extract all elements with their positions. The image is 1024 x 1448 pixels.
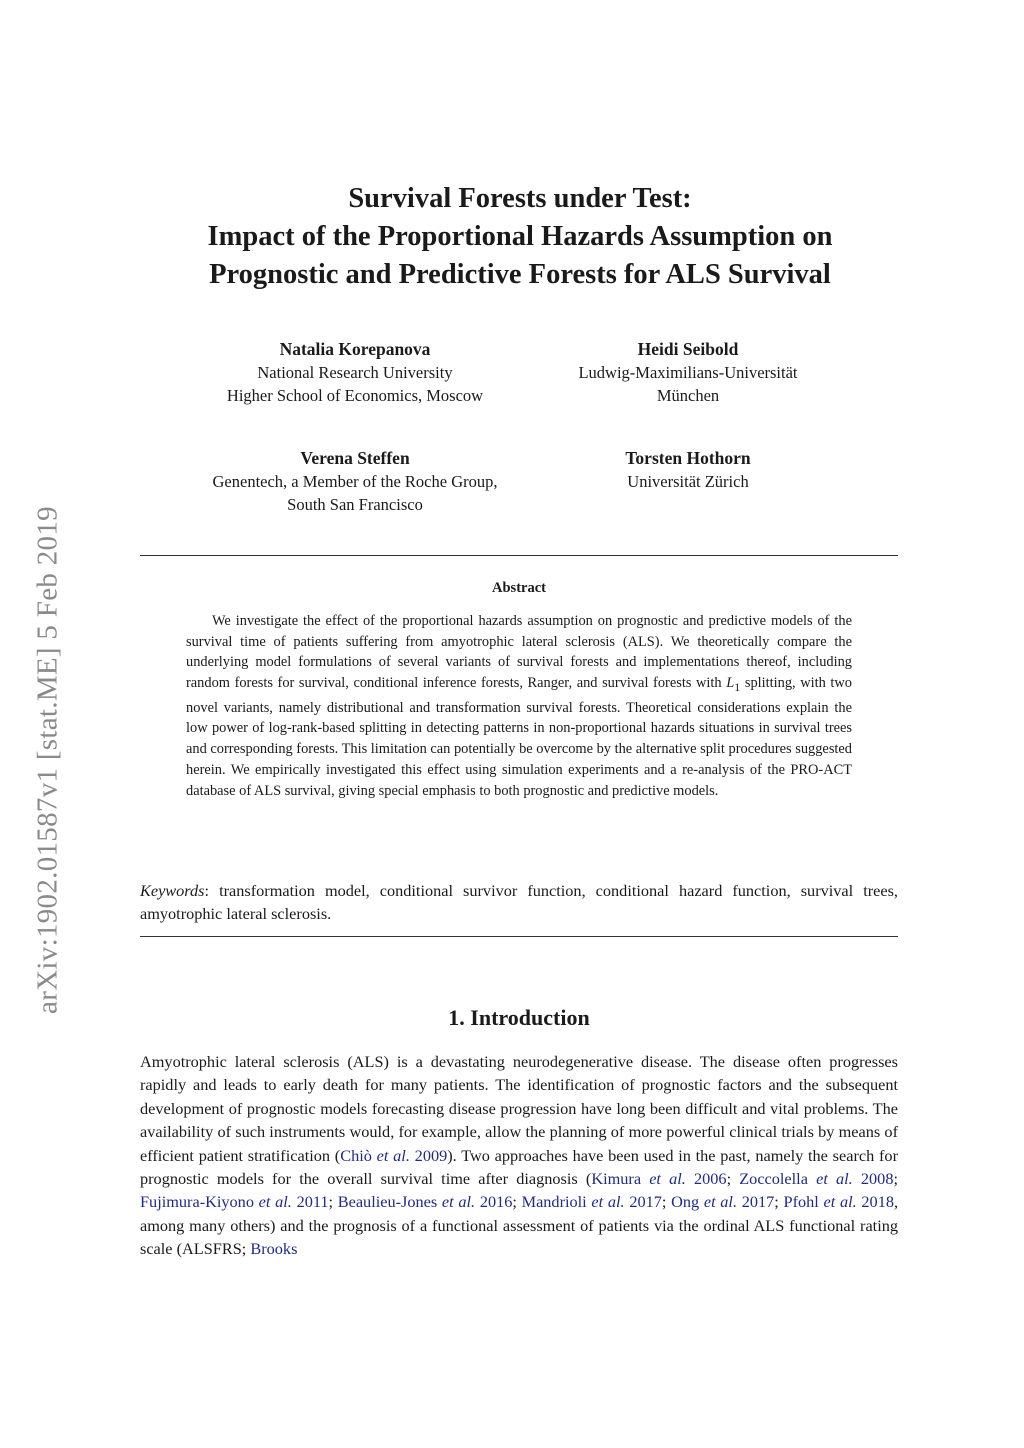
- keywords-paragraph: [140, 879, 898, 926]
- citation-link-ong[interactable]: Ong et al. 2017: [671, 1192, 775, 1212]
- l1-subscript: 1: [734, 679, 741, 694]
- author-name: Torsten Hothorn: [625, 448, 751, 468]
- citation-link-fujimura-kiyono[interactable]: Fujimura-Kiyono et al. 2011: [140, 1192, 329, 1212]
- citation-link-kimura[interactable]: Kimura et al. 2006: [591, 1169, 727, 1189]
- author-affiliation: München: [656, 386, 720, 405]
- abstract-text: [186, 611, 852, 801]
- citation-separator: ;: [661, 1192, 672, 1212]
- l1-symbol: L: [726, 675, 735, 692]
- paper-title: [120, 180, 920, 294]
- intro-text: , among many others) and the prognosis of a functional assessment of patients via the ordinal ALS functional rating scale (ALSFRS;: [140, 1192, 899, 1259]
- citation-separator: ;: [726, 1169, 740, 1189]
- citation-link-pfohl[interactable]: Pfohl et al. 2018: [783, 1192, 894, 1212]
- author-affiliation: Ludwig-Maximilians-Universität: [578, 363, 798, 382]
- citation-separator: ;: [774, 1192, 784, 1212]
- section-heading-introduction: 1. Introduction: [448, 1005, 590, 1030]
- abstract-heading: Abstract: [492, 580, 546, 596]
- citation-separator: ;: [512, 1192, 522, 1212]
- author-affiliation: Higher School of Economics, Moscow: [226, 386, 484, 405]
- keywords-label: Keywords: [140, 881, 205, 900]
- citation-link-zoccolella[interactable]: Zoccolella et al. 2008: [739, 1169, 894, 1189]
- author-affiliation: Genentech, a Member of the Roche Group,: [212, 472, 498, 491]
- citation-link-brooks[interactable]: Brooks: [250, 1239, 298, 1259]
- title-line-3: Prognostic and Predictive Forests for ALS Survival: [209, 259, 831, 290]
- arxiv-identifier-stamp[interactable]: arXiv:1902.01587v1 [stat.ME] 5 Feb 2019: [31, 506, 64, 1014]
- author-block-hothorn: [578, 447, 798, 493]
- citation-link-beaulieu-jones[interactable]: Beaulieu-Jones et al. 2016: [337, 1192, 513, 1212]
- top-divider: [140, 555, 898, 556]
- citation-separator: ;: [893, 1169, 898, 1189]
- author-block-korepanova: [200, 338, 510, 407]
- intro-text: Amyotrophic lateral sclerosis (ALS) is a devastating neurodegenerative disease. The disease often progresses rapidly and leads to early death for many patients. The identification of prognostic factors and the subsequent development of prognostic models forecasting disease progression have long been difficult and vital problems. The availability of such instruments would, for example, allow the planning of more powerful clinical trials by means of efficient patient stratification (: [140, 1052, 898, 1165]
- author-affiliation: Universität Zürich: [627, 472, 749, 491]
- author-block-steffen: [170, 447, 540, 516]
- abstract-text-part: splitting, with two novel variants, namely distributional and transformation survival forests. Theoretical considerations explain the low power of log-rank-based splitting in detecting patterns in non-proportional hazards situations in survival trees and corresponding forests. This limitation can potentially be overcome by the alternative split procedures suggested herein. We empirically investigated this effect using simulation experiments and a re-analysis of the PRO-ACT database of ALS survival, giving special emphasis to both prognostic and predictive models.: [186, 675, 852, 799]
- author-name: Natalia Korepanova: [279, 339, 431, 359]
- abstract-text-part: We investigate the effect of the proportional hazards assumption on prognostic and predictive models of the survival time of patients suffering from amyotrophic lateral sclerosis (ALS). We theoretically compare the underlying model formulations of several variants of survival forests and implementations thereof, including random forests for survival, conditional inference forests, Ranger, and survival forests with: [186, 613, 852, 692]
- introduction-paragraph: [140, 1050, 898, 1261]
- intro-text: ). Two approaches have been used in the past, namely the search for prognostic models for the overall survival time after diagnosis (: [140, 1145, 898, 1189]
- author-name: Heidi Seibold: [637, 339, 739, 359]
- title-line-1: Survival Forests under Test:: [348, 183, 692, 214]
- citation-link-mandrioli[interactable]: Mandrioli et al. 2017: [521, 1192, 662, 1212]
- citation-link-chio[interactable]: Chiò et al. 2009: [340, 1145, 448, 1165]
- author-affiliation: National Research University: [257, 363, 453, 382]
- bottom-divider: [140, 936, 898, 937]
- author-block-seibold: [548, 338, 828, 407]
- citation-separator: ;: [328, 1192, 338, 1212]
- keywords-text: : transformation model, conditional survivor function, conditional hazard function, survival trees, amyotrophic lateral sclerosis.: [140, 881, 898, 924]
- author-name: Verena Steffen: [300, 448, 410, 468]
- author-affiliation: South San Francisco: [287, 495, 423, 514]
- title-line-2: Impact of the Proportional Hazards Assumption on: [207, 221, 833, 252]
